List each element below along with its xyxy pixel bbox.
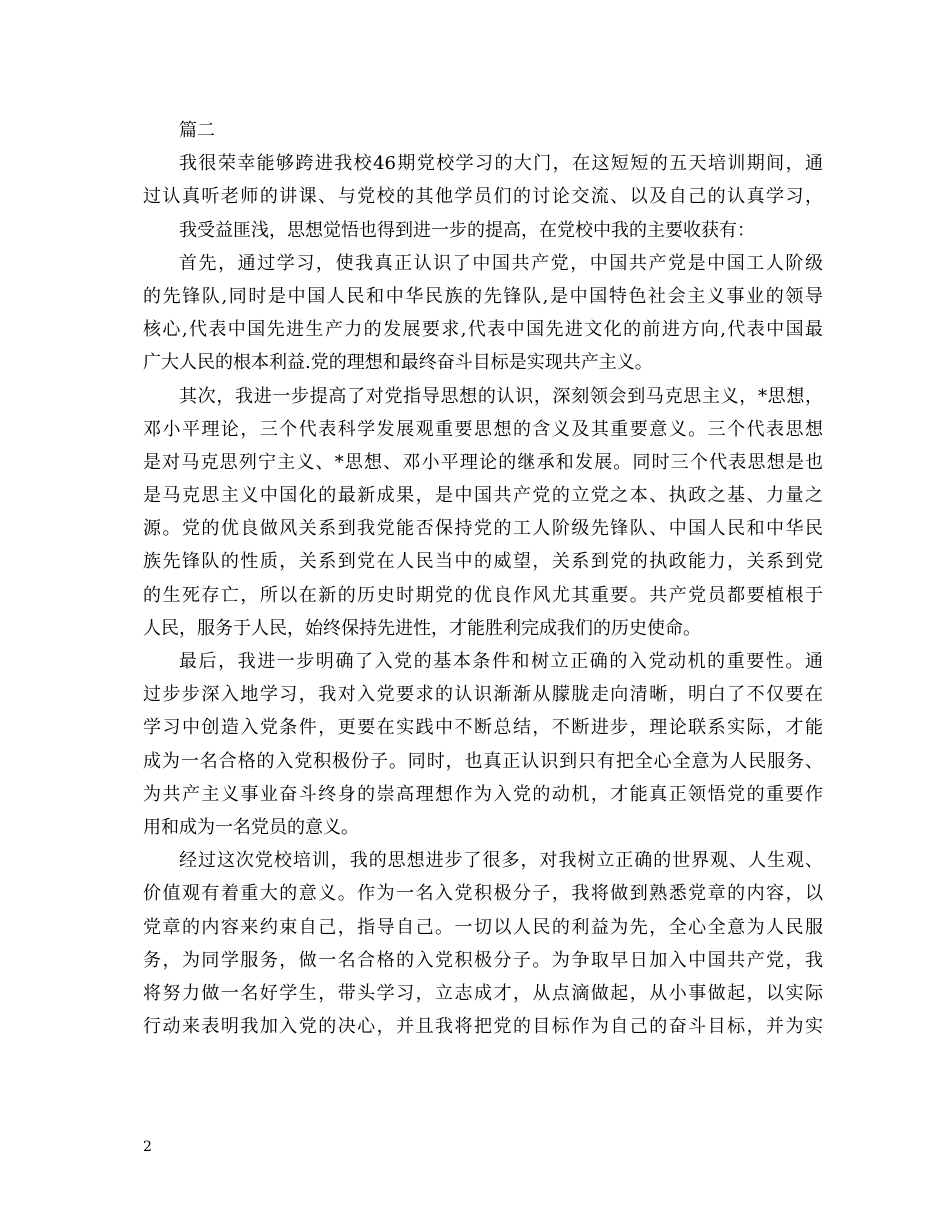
paragraph-line: 将努力做一名好学生，带头学习，立志成才，从点滴做起，从小事做起，以实际 (143, 982, 823, 1004)
document-body (143, 114, 823, 1043)
paragraph-line: 过步步深入地学习，我对入党要求的认识渐渐从朦胧走向清晰，明白了不仅要在 (143, 684, 823, 706)
paragraph-line: 我很荣幸能够跨进我校46期党校学习的大门，在这短短的五天培训期间，通 (179, 153, 823, 175)
paragraph-line: 党章的内容来约束自己，指导自己。一切以人民的利益为先，全心全意为人民服 (143, 916, 823, 938)
paragraph-line: 我受益匪浅，思想觉悟也得到进一步的提高，在党校中我的主要收获有： (179, 219, 755, 241)
paragraph-line: 过认真听老师的讲课、与党校的其他学员们的讨论交流、以及自己的认真学习， (143, 186, 823, 208)
paragraph-line: 邓小平理论，三个代表科学发展观重要思想的含义及其重要意义。三个代表思想 (143, 418, 823, 440)
paragraph-line: 用和成为一名党员的意义。 (143, 816, 359, 838)
paragraph-line: 族先锋队的性质，关系到党在人民当中的威望，关系到党的执政能力，关系到党 (143, 551, 823, 573)
paragraph-line: 是对马克思列宁主义、*思想、邓小平理论的继承和发展。同时三个代表思想是也 (143, 451, 823, 473)
paragraph-line: 价值观有着重大的意义。作为一名入党积极分子，我将做到熟悉党章的内容，以 (143, 883, 823, 905)
paragraph-line: 核心,代表中国先进生产力的发展要求,代表中国先进文化的前进方向,代表中国最 (143, 319, 823, 341)
section-heading: 篇二 (179, 120, 215, 141)
paragraph-line: 是马克思主义中国化的最新成果，是中国共产党的立党之本、执政之基、力量之 (143, 485, 823, 507)
paragraph-line: 经过这次党校培训，我的思想进步了很多，对我树立正确的世界观、人生观、 (179, 850, 823, 872)
paragraph-line: 成为一名合格的入党积极份子。同时，也真正认识到只有把全心全意为人民服务、 (143, 750, 823, 772)
paragraph-line: 务，为同学服务，做一名合格的入党积极分子。为争取早日加入中国共产党，我 (143, 949, 823, 971)
paragraph-line: 源。党的优良做风关系到我党能否保持党的工人阶级先锋队、中国人民和中华民 (143, 518, 823, 540)
paragraph-line: 学习中创造入党条件，更要在实践中不断总结，不断进步，理论联系实际，才能 (143, 717, 823, 739)
paragraph-line: 广大人民的根本利益.党的理想和最终奋斗目标是实现共产主义。 (143, 352, 653, 374)
page-number: 2 (143, 1139, 152, 1155)
paragraph-line: 的先锋队,同时是中国人民和中华民族的先锋队,是中国特色社会主义事业的领导 (143, 285, 823, 307)
paragraph-line: 最后，我进一步明确了入党的基本条件和树立正确的入党动机的重要性。通 (179, 651, 823, 672)
paragraph-line: 的生死存亡，所以在新的历史时期党的优良作风尤其重要。共产党员都要植根于 (143, 584, 823, 606)
paragraph-line: 其次，我进一步提高了对党指导思想的认识，深刻领会到马克思主义，*思想， (179, 385, 823, 407)
paragraph-line: 人民，服务于人民，始终保持先进性，才能胜利完成我们的历史使命。 (143, 617, 701, 639)
paragraph-line: 首先，通过学习，使我真正认识了中国共产党，中国共产党是中国工人阶级 (179, 252, 823, 274)
paragraph-line: 行动来表明我加入党的决心，并且我将把党的目标作为自己的奋斗目标，并为实 (143, 1016, 823, 1038)
paragraph-line: 为共产主义事业奋斗终身的崇高理想作为入党的动机，才能真正领悟党的重要作 (143, 783, 823, 805)
